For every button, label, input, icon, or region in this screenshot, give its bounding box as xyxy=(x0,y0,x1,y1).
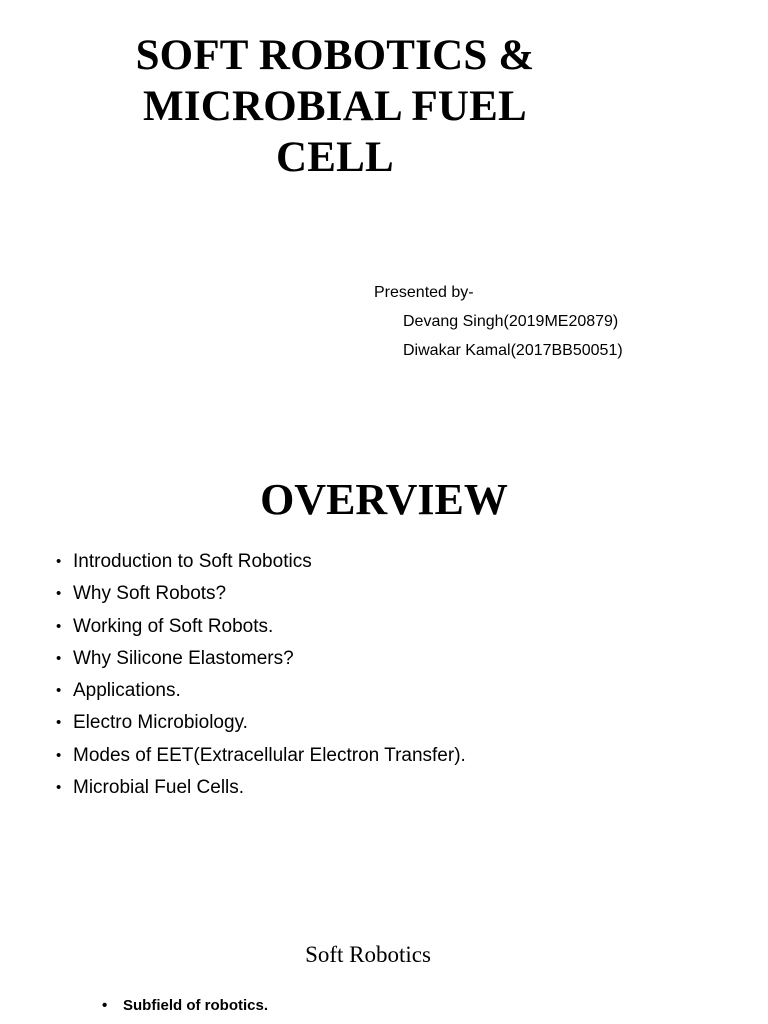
main-title-line: SOFT ROBOTICS & xyxy=(135,32,535,79)
overview-slide xyxy=(0,440,768,880)
title-slide xyxy=(0,0,768,440)
overview-item: • Electro Microbiology. xyxy=(56,707,466,739)
overview-item: • Introduction to Soft Robotics xyxy=(56,546,466,578)
presenter-name: Diwakar Kamal(2017BB50051) xyxy=(403,342,623,359)
overview-title: OVERVIEW xyxy=(260,475,508,524)
presenter-name: Devang Singh(2019ME20879) xyxy=(403,313,619,330)
overview-item: • Working of Soft Robots. xyxy=(56,611,466,643)
overview-item: • Modes of EET(Extracellular Electron Transfer). xyxy=(56,740,466,772)
main-title-line: CELL xyxy=(276,134,394,181)
overview-item: • Microbial Fuel Cells. xyxy=(56,772,466,804)
overview-item: • Why Silicone Elastomers? xyxy=(56,643,466,675)
overview-list xyxy=(56,546,466,804)
soft-robotics-title: Soft Robotics xyxy=(305,942,431,967)
soft-robotics-slide xyxy=(0,880,768,1024)
soft-robotics-item: • Subfield of robotics. xyxy=(102,995,268,1017)
overview-item: • Why Soft Robots? xyxy=(56,578,466,610)
soft-robotics-list xyxy=(102,995,268,1017)
presented-by-label: Presented by- xyxy=(374,284,474,301)
main-title xyxy=(60,30,610,183)
presenters-block xyxy=(374,278,623,365)
overview-item: • Applications. xyxy=(56,675,466,707)
main-title-line: MICROBIAL FUEL xyxy=(143,83,527,130)
